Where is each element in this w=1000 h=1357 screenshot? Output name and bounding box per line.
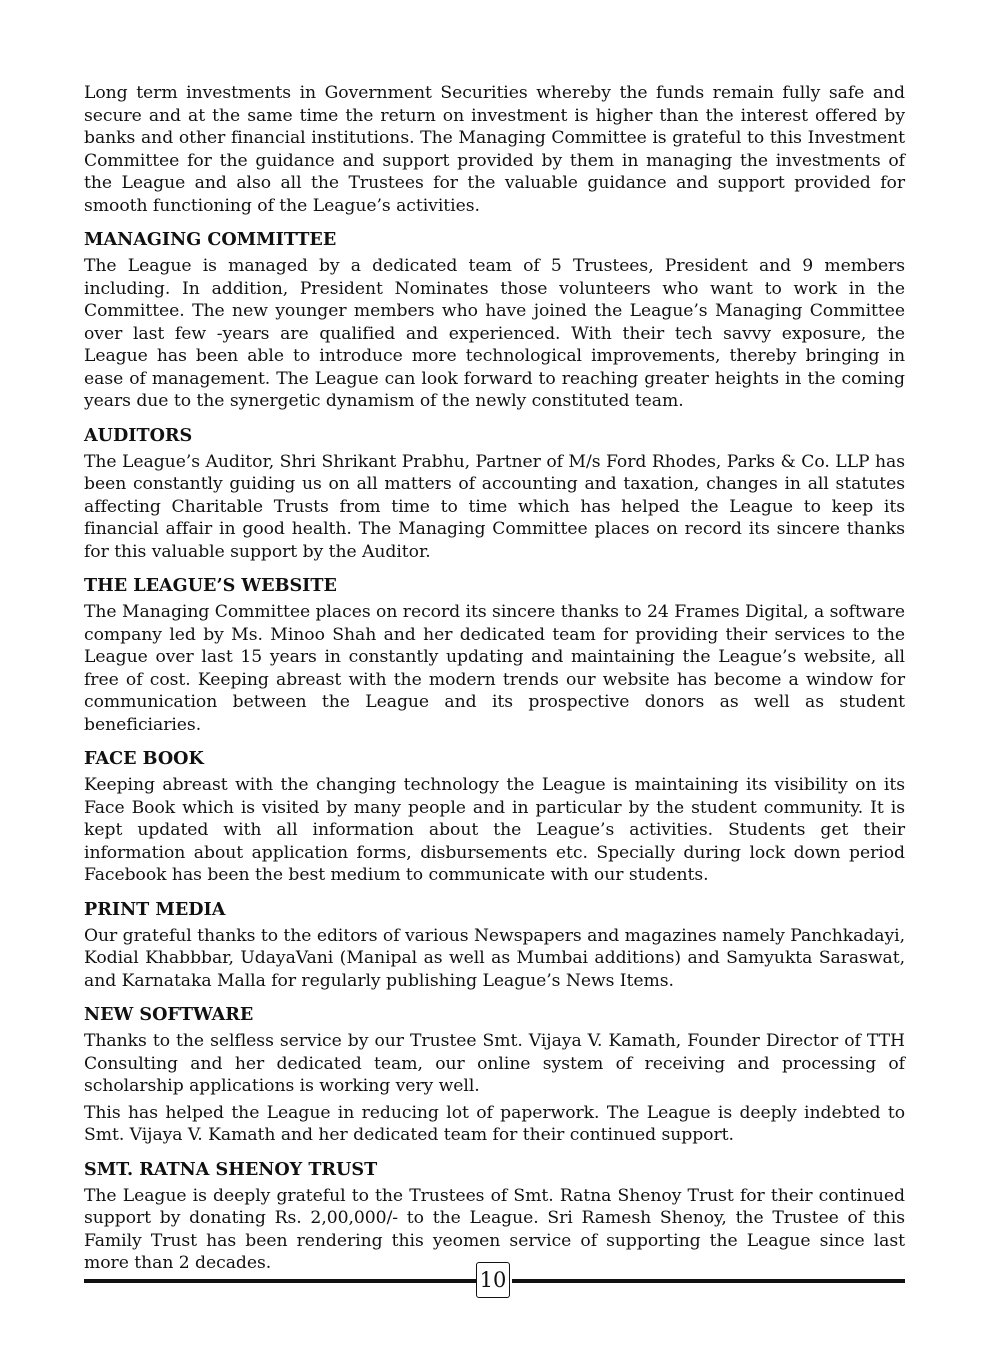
- page-footer: [84, 1262, 905, 1302]
- intro-paragraph: Long term investments in Government Securities whereby the funds remain fully safe and secure and at the same time the return on investment is higher than the interest offered by banks and other financial institutions. The Managing Committee is grateful to this Investment Committee for the guidance and support provided by them in managing the investments of the League and also all the Trustees for the valuable guidance and support provided for smooth functioning of the League’s activities.: [84, 83, 905, 216]
- heading-managing-committee: MANAGING COMMITTEE: [84, 229, 337, 250]
- page-body: [84, 82, 905, 1275]
- print-media-paragraph: Our grateful thanks to the editors of various Newspapers and magazines namely Panchkadayi, Kodial Khabbbar, UdayaVani (Manipal as well as Mumbai additions) and Samyukta Saraswat, and Karnataka Malla for regularly publishing League’s News Items.: [84, 925, 905, 991]
- new-software-paragraph-1: Thanks to the selfless service by our Trustee Smt. Vijaya V. Kamath, Founder Director of TTH Consulting and her dedicated team, our online system of receiving and processing of scholarship applications is working very well.: [84, 1031, 905, 1096]
- ratna-shenoy-trust-paragraph: The League is deeply grateful to the Trustees of Smt. Ratna Shenoy Trust for their continued support by donating Rs. 2,00,000/- to the League. Sri Ramesh Shenoy, the Trustee of this Family Trust has been rendering this yeomen service of supporting the League since last more than 2 decades.: [84, 1185, 905, 1273]
- page-number: 10: [476, 1262, 510, 1298]
- managing-committee-paragraph: The League is managed by a dedicated team of 5 Trustees, President and 9 members including. In addition, President Nominates those volunteers who want to work in the Committee. The new younger members who have joined the League’s Managing Committee over last few -years are qualified and experienced. With their tech savvy exposure, the League has been able to introduce more technological improvements, thereby bringing in ease of management. The League can look forward to reaching greater heights in the coming years due to the synergetic dynamism of the newly constituted team.: [84, 256, 905, 411]
- footer-rule-left: [84, 1279, 476, 1283]
- heading-new-software: NEW SOFTWARE: [84, 1004, 254, 1025]
- heading-face-book: FACE BOOK: [84, 748, 204, 769]
- new-software-paragraph-2: This has helped the League in reducing lot of paperwork. The League is deeply indebted to Smt. Vijaya V. Kamath and her dedicated team for their continued support.: [84, 1102, 905, 1145]
- heading-print-media: PRINT MEDIA: [84, 898, 226, 920]
- face-book-paragraph: Keeping abreast with the changing technology the League is maintaining its visibility on its Face Book which is visited by many people and in particular by the student community. It is kept updated with all information about the League’s activities. Students get their information about application forms, disbursements etc. Specially during lock down period Facebook has been the best medium to communicate with our students.: [84, 775, 905, 885]
- auditors-paragraph: The League’s Auditor, Shri Shrikant Prabhu, Partner of M/s Ford Rhodes, Parks & Co. LLP has been constantly guiding us on all matters of accounting and taxation, changes in all statutes affecting Charitable Trusts from time to time which has helped the League to keep its financial affair in good health. The Managing Committee places on record its sincere thanks for this valuable support by the Auditor.: [84, 451, 905, 562]
- heading-ratna-shenoy-trust: SMT. RATNA SHENOY TRUST: [84, 1158, 378, 1180]
- heading-website: THE LEAGUE’S WEBSITE: [84, 575, 337, 596]
- heading-auditors: AUDITORS: [84, 424, 193, 446]
- website-paragraph: The Managing Committee places on record its sincere thanks to 24 Frames Digital, a software company led by Ms. Minoo Shah and her dedicated team for providing their services to the League over last 15 years in constantly updating and maintaining the League’s website, all free of cost. Keeping abreast with the modern trends our website has become a window for communication between the League and its prospective donors as well as student beneficiaries.: [84, 602, 905, 735]
- footer-rule-right: [512, 1279, 905, 1283]
